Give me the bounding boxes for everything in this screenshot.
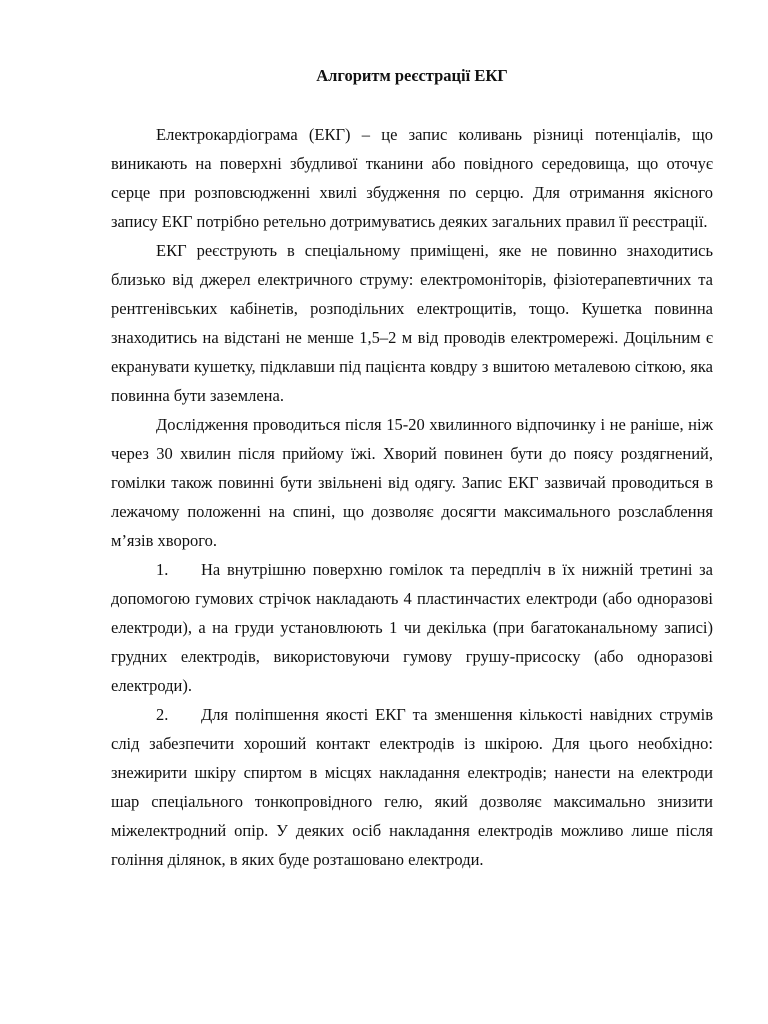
step-text: На внутрішню поверхню гомілок та передпліч в їх нижній третині за допомогою гумових стрічок накладають 4 пластинчастих електроди (або одноразові електроди), а на груди установлюють 1 чи декілька (при багатоканальному записі) грудних електродів, використовуючи гумову грушу-присоску (або одноразові електроди). xyxy=(111,560,713,695)
step-number: 1. xyxy=(156,560,169,579)
step-number: 2. xyxy=(156,705,169,724)
step-item-2 xyxy=(111,700,713,874)
step-text: Для поліпшення якості ЕКГ та зменшення кількості навідних струмів слід забезпечити хороший контакт електродів із шкірою. Для цього необхідно: знежирити шкіру спиртом в місцях накладання електродів; нанести на електроди шар спеціального тонкопровідного гелю, який дозволяє максимально знизити міжелектродний опір. У деяких осіб накладання електродів можливо лише після гоління ділянок, в яких буде розташовано електроди. xyxy=(111,705,713,869)
paragraph-room-requirements: ЕКГ реєструють в спеціальному приміщені, яке не повинно знаходитись близько від джерел електричного струму: електромоніторів, фізіотерапевтичних та рентгенівських кабінетів, розподільних електрощитів, тощо. Кушетка повинна знаходитись на відстані не менше 1,5–2 м від проводів електромережі. Доцільним є екранувати кушетку, підклавши під пацієнта ковдру з вшитою металевою сіткою, яка повинна бути заземлена. xyxy=(111,241,713,405)
document-page xyxy=(111,66,713,874)
step-item-1 xyxy=(111,555,713,700)
document-title: Алгоритм реєстрації ЕКГ xyxy=(316,66,508,85)
paragraph-intro: Електрокардіограма (ЕКГ) – це запис коливань різниці потенціалів, що виникають на поверхні збудливої тканини або повідного середовища, що оточує серце при розповсюдженні хвилі збудження по серцю. Для отримання якісного запису ЕКГ потрібно ретельно дотримуватись деяких загальних правил її реєстрації. xyxy=(111,125,713,231)
paragraph-patient-preparation: Дослідження проводиться після 15-20 хвилинного відпочинку і не раніше, ніж через 30 хвилин після прийому їжі. Хворий повинен бути до поясу роздягнений, гомілки також повинні бути звільнені від одягу. Запис ЕКГ зазвичай проводиться в лежачому положенні на спині, що дозволяє досягти максимального розслаблення м’язів хворого. xyxy=(111,415,713,550)
